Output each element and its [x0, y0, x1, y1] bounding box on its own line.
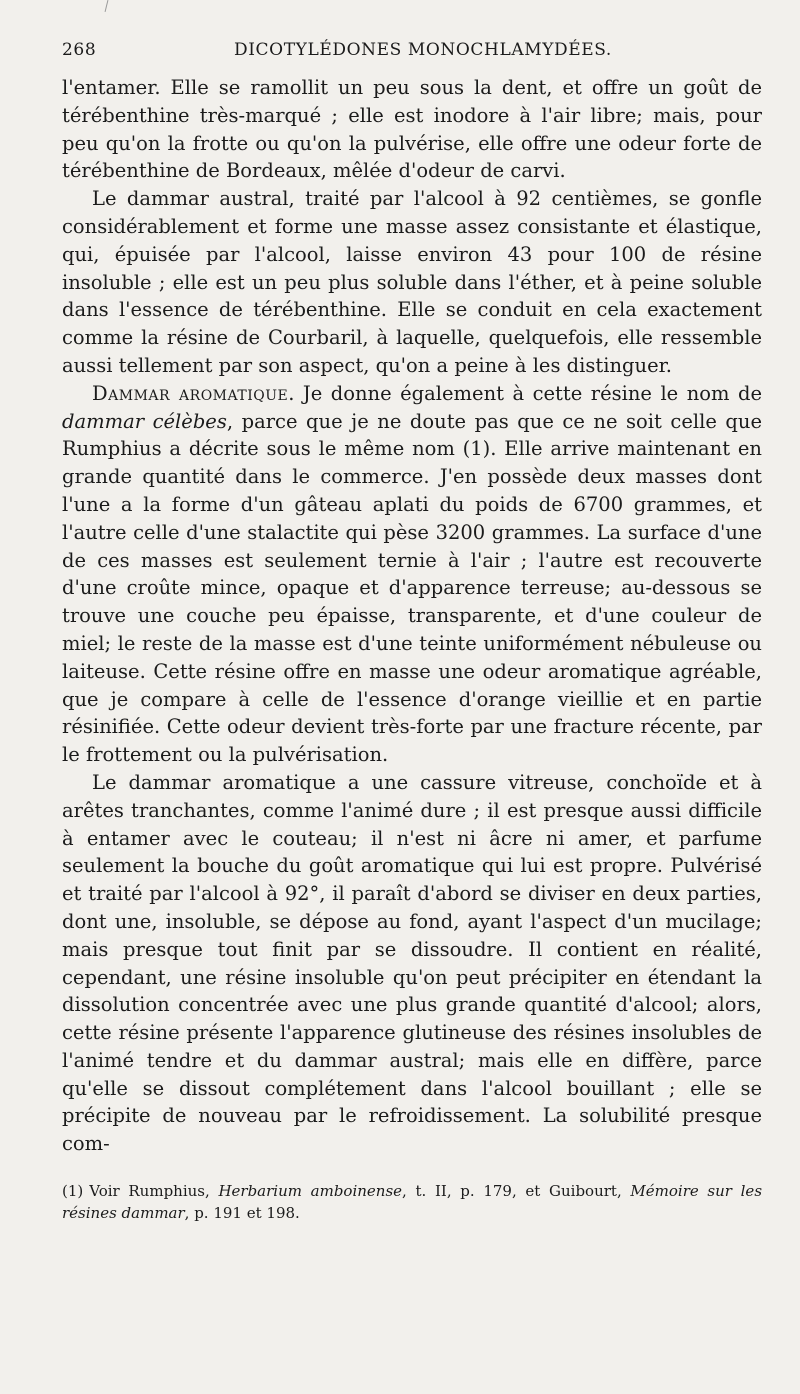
- footnote-mark: (1): [62, 1182, 84, 1201]
- paragraph-text: . Je donne également à cette résine le nom de: [288, 381, 763, 405]
- page-number: 268: [62, 40, 97, 60]
- body-text: [62, 74, 762, 1158]
- paragraph-dammar-austral: Le dammar austral, traité par l'alcool à 92 centièmes, se gonfle considérablement et forme une masse assez consistante et élastique, qui, épuisée par l'alcool, laisse environ 43 pour 100 de résine insoluble ; elle est un peu plus soluble dans l'éther, et à peine soluble dans l'essence de térébenthine. Elle se conduit en cela exactement comme la résine de Courbaril, à laquelle, quelquefois, elle ressemble aussi tellement par son aspect, qu'on a peine à les distinguer.: [62, 187, 762, 377]
- scan-artifact-mark: [105, 0, 109, 12]
- footnote-text: , p. 191 et 198.: [184, 1204, 300, 1223]
- footnote: [62, 1180, 762, 1224]
- paragraph-dammar-aromatique: [62, 380, 762, 769]
- italic-term: dammar célèbes: [62, 409, 227, 433]
- section-heading-dammar-aromatique: Dammar aromatique: [92, 381, 289, 405]
- page-header: [62, 40, 762, 60]
- footnote-italic-title: Mémoire sur les résines dammar: [62, 1182, 763, 1223]
- footnote-text: Voir Rumphius,: [89, 1182, 219, 1201]
- paragraph-continued: l'entamer. Elle se ramollit un peu sous la dent, et offre un goût de térébenthine très-marqué ; elle est inodore à l'air libre; mais, pour peu qu'on la frotte ou qu'on la pulvérise, elle offre une odeur forte de térébenthine de Bordeaux, mêlée d'odeur de carvi.: [62, 76, 762, 183]
- footnote-text: , t. II, p. 179, et Guibourt,: [402, 1182, 631, 1201]
- paragraph-text: , parce que je ne doute pas que ce ne soit celle que Rumphius a décrite sous le même nom (1). Elle arrive maintenant en grande quantité dans le commerce. J'en possède deux masses dont l'une a la forme d'un gâteau aplati du poids de 6700 grammes, et l'autre celle d'une stalactite qui pèse 3200 grammes. La surface d'une de ces masses est seulement ternie à l'air ; l'autre est recouverte d'une croûte mince, opaque et d'apparence terreuse; au-dessous se trouve une couche peu épaisse, transparente, et d'une couleur de miel; le reste de la masse est d'une teinte uniformément nébuleuse ou laiteuse. Cette résine offre en masse une odeur aromatique agréable, que je compare à celle de l'essence d'orange vieillie et en partie résinifiée. Cette odeur devient très-forte par une fracture récente, par le frottement ou la pulvérisation.: [62, 409, 762, 767]
- running-head: DICOTYLÉDONES MONOCHLAMYDÉES.: [234, 40, 612, 60]
- footnote-italic-title: Herbarium amboinense: [218, 1182, 403, 1201]
- paragraph-cassure: Le dammar aromatique a une cassure vitreuse, conchoïde et à arêtes tranchantes, comme l'animé dure ; il est presque aussi difficile à entamer avec le couteau; il n'est ni âcre ni amer, et parfume seulement la bouche du goût aromatique qui lui est propre. Pulvérisé et traité par l'alcool à 92°, il paraît d'abord se diviser en deux parties, dont une, insoluble, se dépose au fond, ayant l'aspect d'un mucilage; mais presque tout finit par se dissoudre. Il contient en réalité, cependant, une résine insoluble qu'on peut précipiter en étendant la dissolution concentrée avec une plus grande quantité d'alcool; alors, cette résine présente l'apparence glutineuse des résines insolubles de l'animé tendre et du dammar austral; mais elle en diffère, parce qu'elle se dissout complétement dans l'alcool bouillant ; elle se précipite de nouveau par le refroidissement. La solubilité presque com-: [62, 770, 762, 1156]
